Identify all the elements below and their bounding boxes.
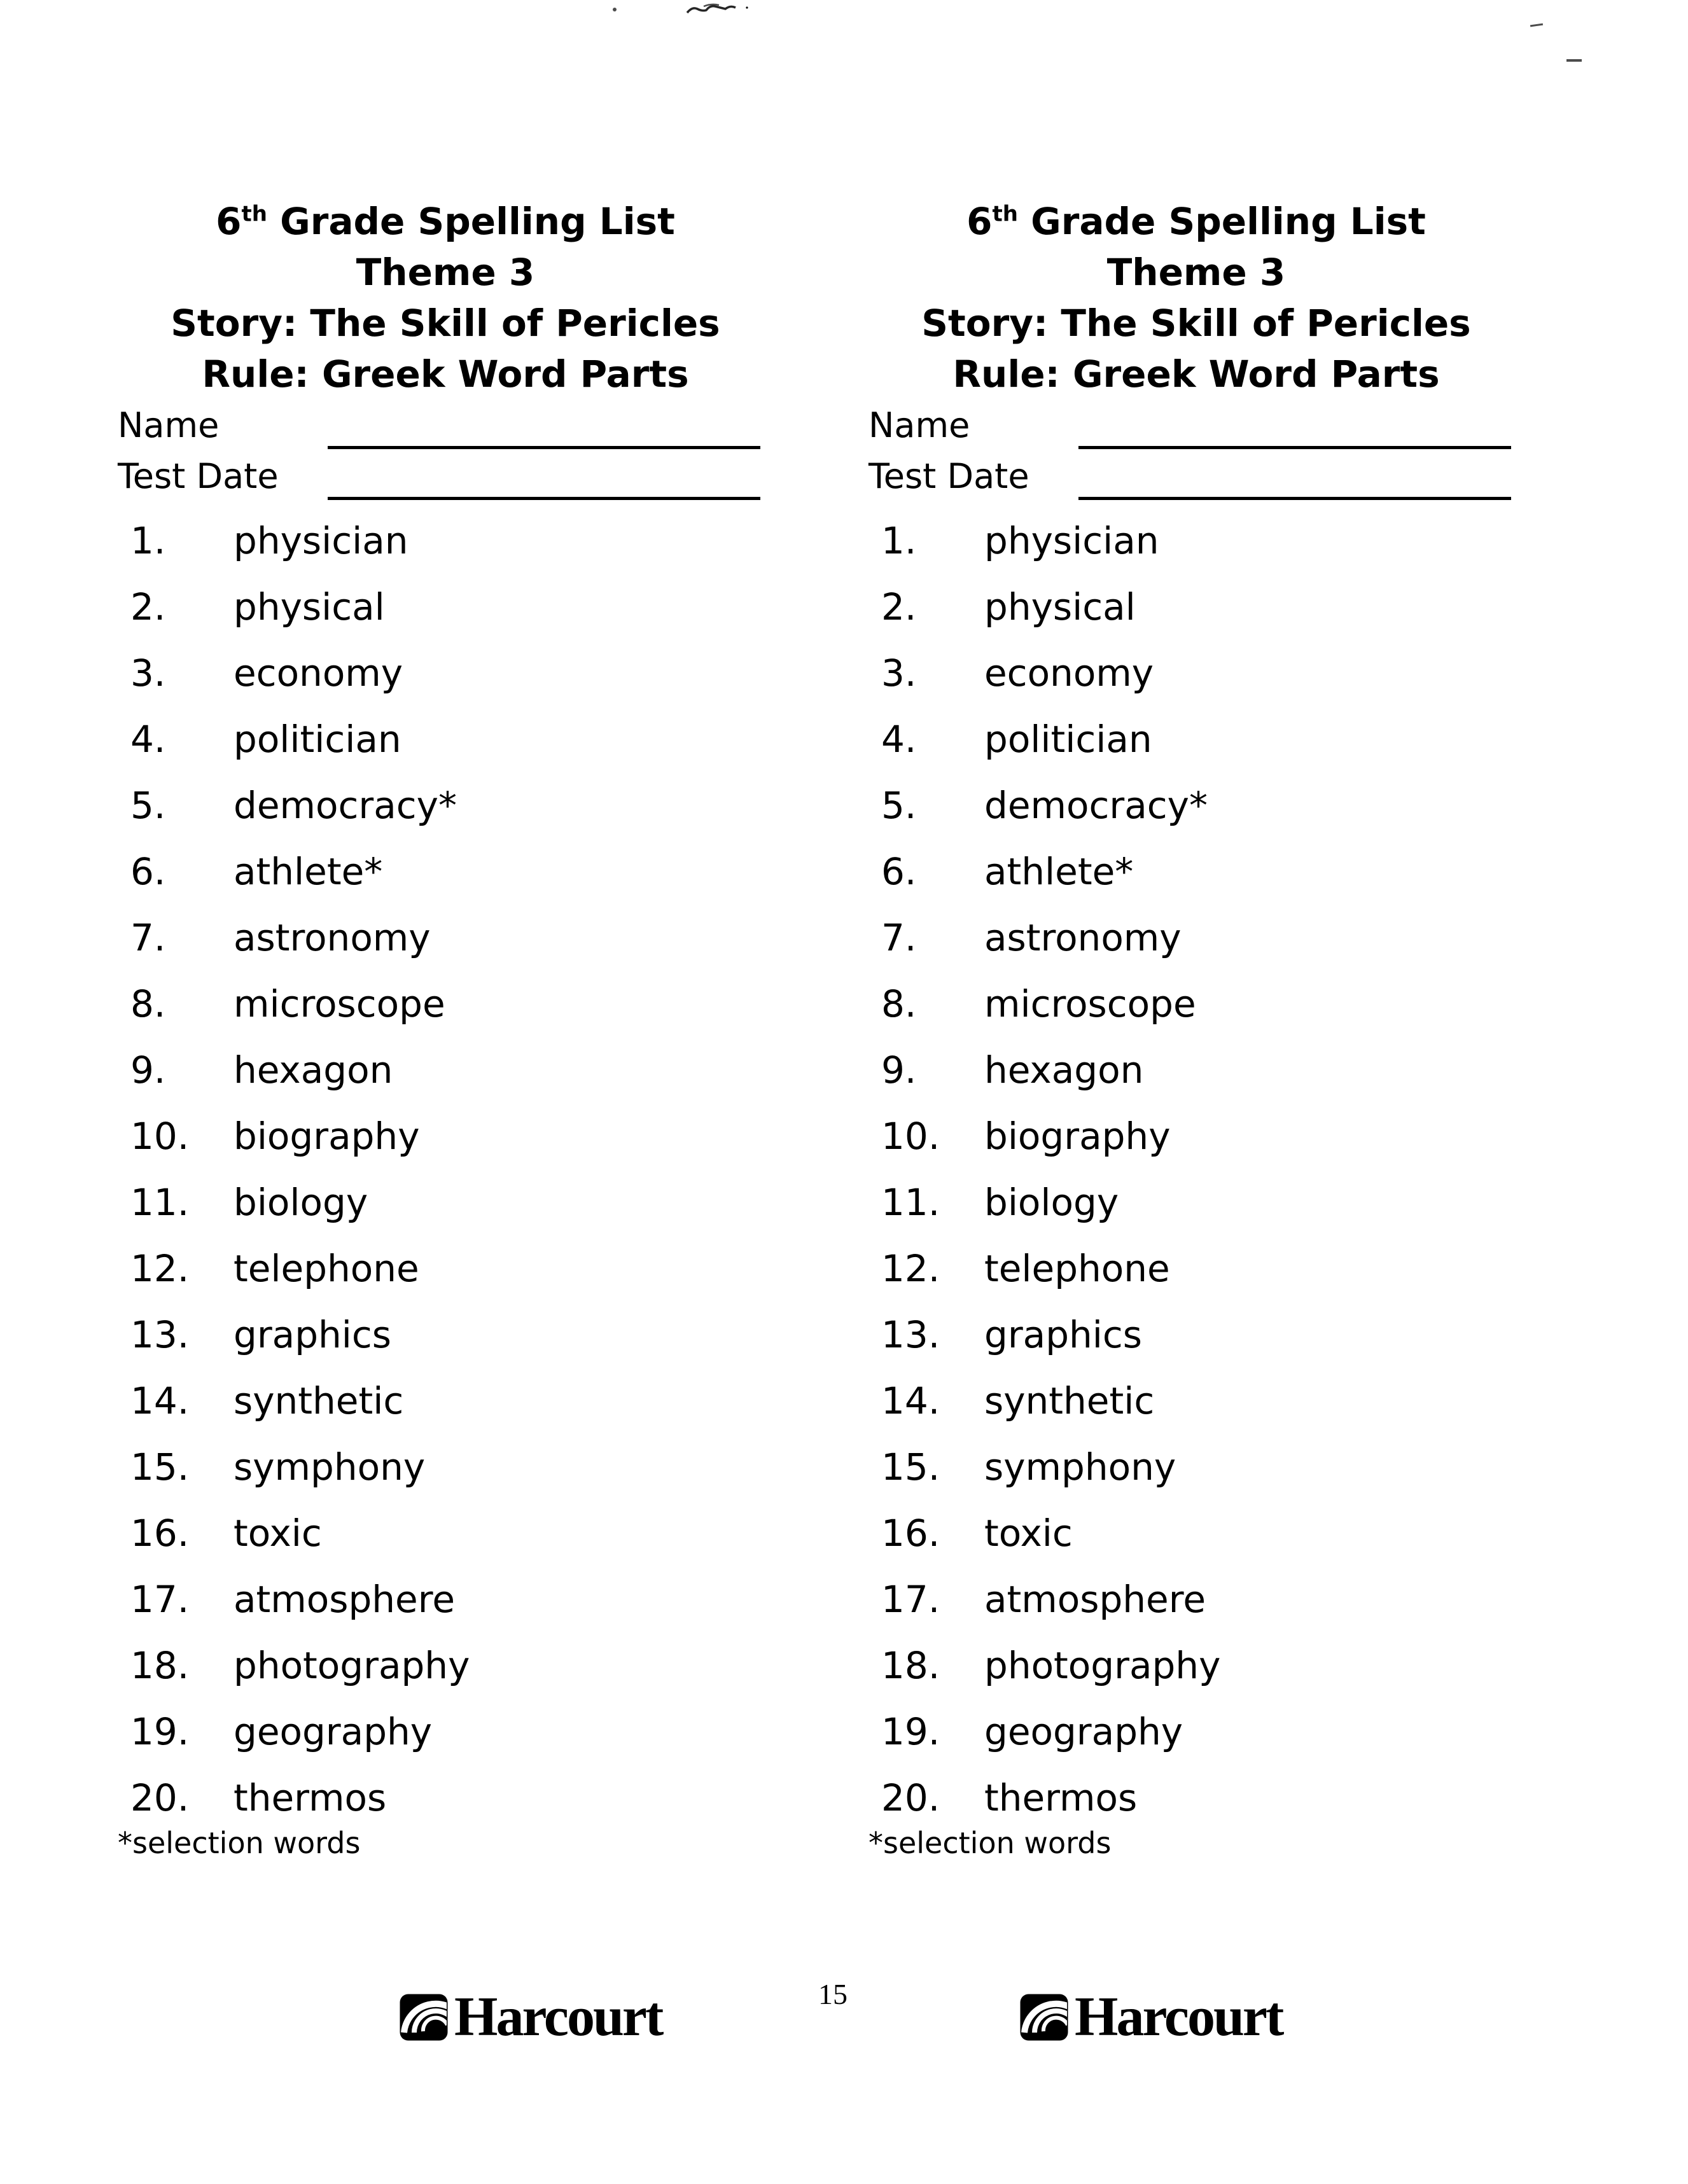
spelling-word-row	[846, 1368, 1546, 1434]
spelling-word-row	[846, 838, 1546, 905]
word-number: 11.	[881, 1181, 940, 1224]
word-number: 20.	[130, 1776, 190, 1819]
spelling-word-row	[95, 1368, 795, 1434]
theme-line: Theme 3	[356, 251, 535, 294]
spelling-word: democracy*	[234, 784, 457, 827]
ordinal-suffix: th	[241, 201, 267, 227]
word-number: 7.	[881, 916, 917, 959]
spelling-word-row	[846, 508, 1546, 574]
spelling-word: graphics	[234, 1313, 392, 1356]
word-number: 15.	[881, 1445, 940, 1489]
spelling-word: synthetic	[984, 1379, 1155, 1422]
word-number: 18.	[130, 1644, 190, 1687]
rule-text: Greek Word Parts	[1072, 352, 1440, 396]
rule-label: Rule:	[952, 352, 1060, 396]
spelling-word: economy	[234, 651, 403, 695]
test-date-write-line	[328, 497, 760, 500]
spelling-word: toxic	[234, 1512, 322, 1555]
spelling-word-row	[95, 905, 795, 971]
spelling-word: biography	[984, 1115, 1171, 1158]
spelling-word: politician	[234, 718, 401, 761]
spelling-word-row	[846, 1765, 1546, 1831]
spelling-word: physician	[984, 519, 1159, 562]
spelling-word: atmosphere	[984, 1578, 1206, 1621]
spelling-word-row	[846, 706, 1546, 772]
word-number: 17.	[881, 1578, 940, 1621]
test-date-field	[95, 450, 795, 501]
word-number: 4.	[881, 718, 917, 761]
spelling-word: economy	[984, 651, 1154, 695]
word-number: 8.	[130, 982, 166, 1026]
spelling-word: hexagon	[984, 1048, 1144, 1092]
spelling-word-row	[95, 838, 795, 905]
word-number: 3.	[130, 651, 166, 695]
spelling-word: thermos	[984, 1776, 1138, 1819]
spelling-word-list	[846, 508, 1546, 1831]
spelling-word-row	[95, 1169, 795, 1235]
harcourt-emblem-icon	[398, 1993, 449, 2041]
page-number: 15	[818, 1978, 847, 2010]
spelling-word-row	[846, 1500, 1546, 1566]
spelling-word: graphics	[984, 1313, 1143, 1356]
spelling-word: biography	[234, 1115, 420, 1158]
spelling-list-right	[846, 196, 1546, 1860]
spelling-word-row	[95, 1566, 795, 1632]
harcourt-wordmark: Harcourt	[454, 1986, 662, 2048]
grade-number: 6	[966, 200, 993, 243]
spelling-word-row	[846, 1566, 1546, 1632]
test-date-label: Test Date	[118, 456, 279, 496]
rule-line	[95, 349, 795, 400]
spelling-word: thermos	[234, 1776, 387, 1819]
spelling-word: physical	[234, 585, 385, 629]
word-number: 17.	[130, 1578, 190, 1621]
word-number: 20.	[881, 1776, 940, 1819]
title-text: Grade Spelling List	[1031, 200, 1426, 243]
word-number: 10.	[130, 1115, 190, 1158]
spelling-word: telephone	[234, 1247, 419, 1290]
spelling-word: photography	[234, 1644, 470, 1687]
story-label: Story:	[171, 302, 298, 345]
rule-line	[846, 349, 1546, 400]
harcourt-emblem-icon	[1019, 1993, 1070, 2041]
word-number: 13.	[881, 1313, 940, 1356]
spelling-word: geography	[984, 1710, 1183, 1753]
spelling-word-row	[95, 508, 795, 574]
word-number: 16.	[130, 1512, 190, 1555]
spelling-word: symphony	[234, 1445, 426, 1489]
spelling-word: hexagon	[234, 1048, 393, 1092]
spelling-word-row	[846, 574, 1546, 640]
selection-words-footnote: *selection words	[868, 1826, 1112, 1860]
word-number: 16.	[881, 1512, 940, 1555]
word-number: 14.	[130, 1379, 190, 1422]
spelling-word-row	[95, 1302, 795, 1368]
spelling-word: democracy*	[984, 784, 1208, 827]
spelling-word: toxic	[984, 1512, 1073, 1555]
spelling-word: athlete*	[984, 850, 1134, 893]
test-date-field	[846, 450, 1546, 501]
test-date-label: Test Date	[868, 456, 1029, 496]
story-title: The Skill of Pericles	[310, 302, 720, 345]
spelling-word-row	[95, 706, 795, 772]
word-number: 14.	[881, 1379, 940, 1422]
title-text: Grade Spelling List	[280, 200, 675, 243]
spelling-word-row	[846, 1103, 1546, 1169]
spelling-word-row	[846, 1235, 1546, 1302]
harcourt-wordmark: Harcourt	[1075, 1986, 1283, 2048]
name-write-line	[328, 446, 760, 449]
grade-number: 6	[216, 200, 242, 243]
name-field	[846, 400, 1546, 450]
spelling-word: biology	[234, 1181, 368, 1224]
name-label: Name	[118, 405, 220, 445]
scan-speck	[1566, 59, 1582, 62]
word-number: 2.	[881, 585, 917, 629]
spelling-word: politician	[984, 718, 1152, 761]
word-number: 6.	[881, 850, 917, 893]
word-number: 7.	[130, 916, 166, 959]
scan-smudge-artifact	[686, 1, 750, 18]
spelling-word: telephone	[984, 1247, 1170, 1290]
spelling-word-row	[95, 772, 795, 838]
word-number: 2.	[130, 585, 166, 629]
harcourt-logo	[398, 1986, 662, 2048]
spelling-word: astronomy	[984, 916, 1182, 959]
spelling-word-row	[95, 640, 795, 706]
rule-text: Greek Word Parts	[321, 352, 689, 396]
spelling-word-row	[95, 1765, 795, 1831]
name-write-line	[1078, 446, 1511, 449]
spelling-word-row	[95, 1037, 795, 1103]
story-label: Story:	[921, 302, 1049, 345]
spelling-word-row	[846, 640, 1546, 706]
word-number: 9.	[130, 1048, 166, 1092]
test-date-write-line	[1078, 497, 1511, 500]
word-number: 11.	[130, 1181, 190, 1224]
story-line	[846, 298, 1546, 349]
spelling-word-list	[95, 508, 795, 1831]
list-title	[846, 196, 1546, 247]
spelling-word: biology	[984, 1181, 1119, 1224]
harcourt-logo	[1019, 1986, 1283, 2048]
spelling-word: photography	[984, 1644, 1221, 1687]
word-number: 13.	[130, 1313, 190, 1356]
spelling-word: physician	[234, 519, 408, 562]
spelling-word-row	[846, 1699, 1546, 1765]
ordinal-suffix: th	[992, 201, 1018, 227]
spelling-word-row	[95, 1632, 795, 1699]
word-number: 1.	[881, 519, 917, 562]
spelling-list-left	[95, 196, 795, 1860]
spelling-word-row	[846, 1434, 1546, 1500]
spelling-word-row	[846, 1169, 1546, 1235]
spelling-word-row	[95, 971, 795, 1037]
list-header	[95, 196, 795, 400]
spelling-word-row	[95, 1235, 795, 1302]
word-number: 19.	[130, 1710, 190, 1753]
word-number: 9.	[881, 1048, 917, 1092]
list-header	[846, 196, 1546, 400]
word-number: 3.	[881, 651, 917, 695]
spelling-word-row	[846, 772, 1546, 838]
list-title	[95, 196, 795, 247]
word-number: 19.	[881, 1710, 940, 1753]
spelling-word: synthetic	[234, 1379, 404, 1422]
scan-speck	[1530, 24, 1543, 27]
spelling-word-row	[846, 905, 1546, 971]
word-number: 12.	[130, 1247, 190, 1290]
spelling-word-row	[846, 1302, 1546, 1368]
spelling-word: microscope	[234, 982, 445, 1026]
spelling-word: geography	[234, 1710, 433, 1753]
story-line	[95, 298, 795, 349]
spelling-word-row	[846, 971, 1546, 1037]
name-field	[95, 400, 795, 450]
word-number: 6.	[130, 850, 166, 893]
word-number: 10.	[881, 1115, 940, 1158]
word-number: 15.	[130, 1445, 190, 1489]
spelling-word-row	[846, 1632, 1546, 1699]
selection-words-footnote: *selection words	[118, 1826, 361, 1860]
word-number: 8.	[881, 982, 917, 1026]
spelling-word-row	[95, 1434, 795, 1500]
name-label: Name	[868, 405, 970, 445]
spelling-word: astronomy	[234, 916, 431, 959]
spelling-word-row	[95, 574, 795, 640]
spelling-word: athlete*	[234, 850, 383, 893]
spelling-word-row	[95, 1103, 795, 1169]
word-number: 5.	[881, 784, 917, 827]
spelling-word-row	[846, 1037, 1546, 1103]
rule-label: Rule:	[202, 352, 309, 396]
word-number: 18.	[881, 1644, 940, 1687]
theme-line: Theme 3	[1106, 251, 1286, 294]
word-number: 4.	[130, 718, 166, 761]
word-number: 1.	[130, 519, 166, 562]
spelling-word-row	[95, 1699, 795, 1765]
word-number: 12.	[881, 1247, 940, 1290]
spelling-word: symphony	[984, 1445, 1176, 1489]
spelling-word-row	[95, 1500, 795, 1566]
spelling-word: atmosphere	[234, 1578, 455, 1621]
spelling-word: physical	[984, 585, 1136, 629]
scan-speck	[613, 8, 617, 11]
word-number: 5.	[130, 784, 166, 827]
story-title: The Skill of Pericles	[1061, 302, 1471, 345]
spelling-word: microscope	[984, 982, 1196, 1026]
